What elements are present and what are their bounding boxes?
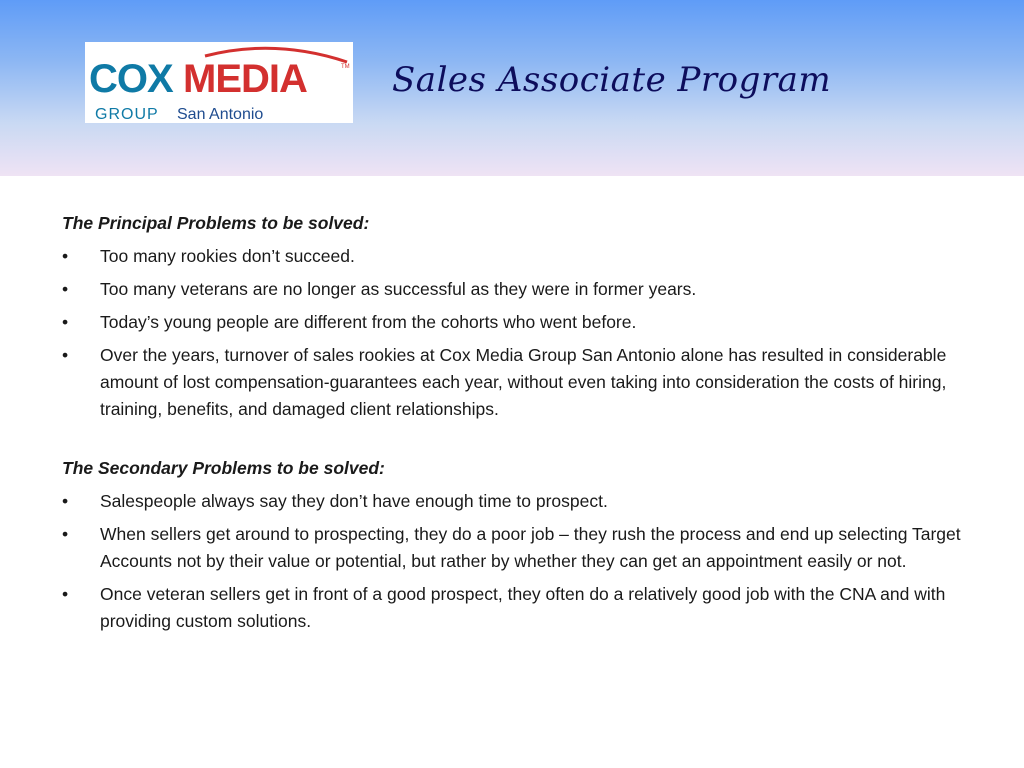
- bullet-text: Salespeople always say they don’t have enough time to prospect.: [100, 491, 608, 511]
- logo-group-text: GROUP: [95, 106, 159, 123]
- bullet-item: [62, 581, 972, 635]
- logo-cox-text: COX: [89, 57, 173, 101]
- bullet-list: [62, 488, 972, 635]
- logo-media-text: MEDIA: [183, 57, 307, 101]
- bullet-text: Too many veterans are no longer as successful as they were in former years.: [100, 279, 697, 299]
- bullet-list: [62, 243, 972, 423]
- bullet-item: [62, 488, 972, 515]
- logo-trademark: TM: [341, 64, 350, 70]
- bullet-text: When sellers get around to prospecting, they do a poor job – they rush the process and end up selecting Target Accounts not by their value or potential, but rather by whether they can get an appointment easily or not.: [100, 524, 961, 571]
- slide-title: Sales Associate Program: [392, 60, 832, 100]
- bullet-text: Too many rookies don’t succeed.: [100, 246, 355, 266]
- cox-media-group-logo: [85, 42, 353, 123]
- bullet-icon: •: [62, 584, 69, 604]
- bullet-item: [62, 521, 972, 575]
- slide-content: [62, 210, 972, 641]
- section-heading: The Secondary Problems to be solved:: [62, 458, 385, 478]
- bullet-icon: •: [62, 279, 69, 299]
- secondary-problems-section: [62, 455, 972, 635]
- section-spacer: [62, 429, 972, 455]
- bullet-item: [62, 309, 972, 336]
- bullet-icon: •: [62, 524, 69, 544]
- logo-graphic: [85, 42, 353, 123]
- bullet-item: [62, 276, 972, 303]
- logo-city-text: San Antonio: [177, 106, 264, 123]
- bullet-icon: •: [62, 345, 69, 365]
- bullet-item: [62, 243, 972, 270]
- bullet-icon: •: [62, 312, 69, 332]
- section-heading: The Principal Problems to be solved:: [62, 213, 370, 233]
- bullet-icon: •: [62, 246, 69, 266]
- bullet-item: [62, 342, 972, 423]
- bullet-text: Today’s young people are different from the cohorts who went before.: [100, 312, 637, 332]
- principal-problems-section: [62, 210, 972, 423]
- bullet-text: Over the years, turnover of sales rookies at Cox Media Group San Antonio alone has resulted in considerable amount of lost compensation-guarantees each year, without even taking into consideration the costs of hiring, training, benefits, and damaged client relationships.: [100, 345, 947, 419]
- bullet-text: Once veteran sellers get in front of a good prospect, they often do a relatively good job with the CNA and with providing custom solutions.: [100, 584, 946, 631]
- bullet-icon: •: [62, 491, 69, 511]
